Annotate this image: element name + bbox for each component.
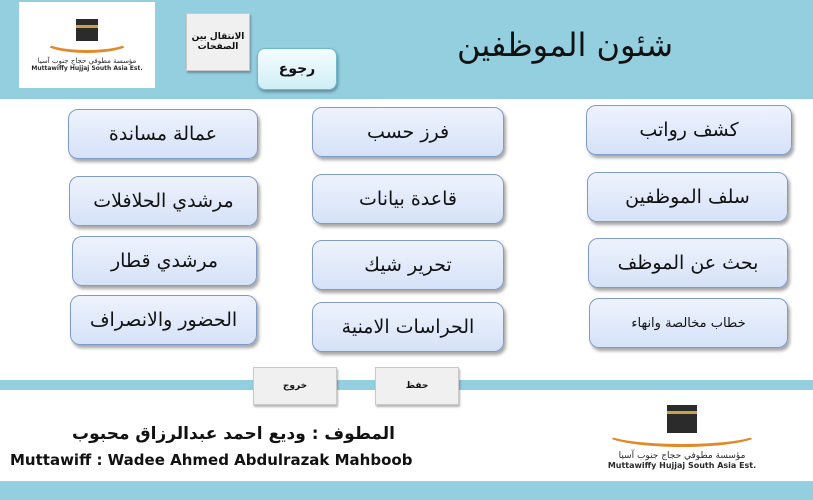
kaaba-icon [667,405,697,433]
exit-button[interactable]: خروج [253,367,337,405]
mutawwif-name-ar: المطوف : وديع احمد عبدالرزاق محبوب [72,424,395,444]
search-employee-button[interactable]: بحث عن الموظف [588,238,788,288]
kaaba-icon [76,19,98,41]
save-button[interactable]: حفظ [375,367,459,405]
bus-guides-button[interactable]: مرشدي الحلافلات [69,176,258,226]
mutawwif-name-en: Muttawiff : Wadee Ahmed Abdulrazak Mahboob [10,451,413,469]
logo-top [19,2,155,88]
footer-band-bottom [0,481,813,500]
logo-name-ar: مؤسسة مطوفي حجاج جنوب آسيا [618,450,746,461]
support-labor-button[interactable]: عمالة مساندة [68,109,258,159]
logo-name-en: Muttawiffy Hujjaj South Asia Est. [31,64,143,72]
write-check-button[interactable]: تحرير شيك [312,240,504,290]
logo-name-en: Muttawiffy Hujjaj South Asia Est. [607,460,757,470]
page-navigation-button[interactable]: الانتقال بين الصفحات [186,13,250,71]
train-guides-button[interactable]: مرشدي قطار [72,236,257,286]
page-title: شئون الموظفين [456,26,673,64]
logo-bottom [586,396,778,478]
attendance-button[interactable]: الحضور والانصراف [70,295,257,345]
clearance-letter-button[interactable]: خطاب مخالصة وانهاء [589,298,788,348]
security-guards-button[interactable]: الحراسات الامنية [312,302,504,352]
logo-name-ar: مؤسسة مطوفي حجاج جنوب آسيا [37,56,137,65]
back-button[interactable]: رجوع [257,48,337,90]
database-button[interactable]: قاعدة بيانات [312,174,504,224]
payroll-sheet-button[interactable]: كشف رواتب [586,105,792,155]
employee-advances-button[interactable]: سلف الموظفين [587,172,788,222]
sort-by-button[interactable]: فرز حسب [312,107,504,157]
